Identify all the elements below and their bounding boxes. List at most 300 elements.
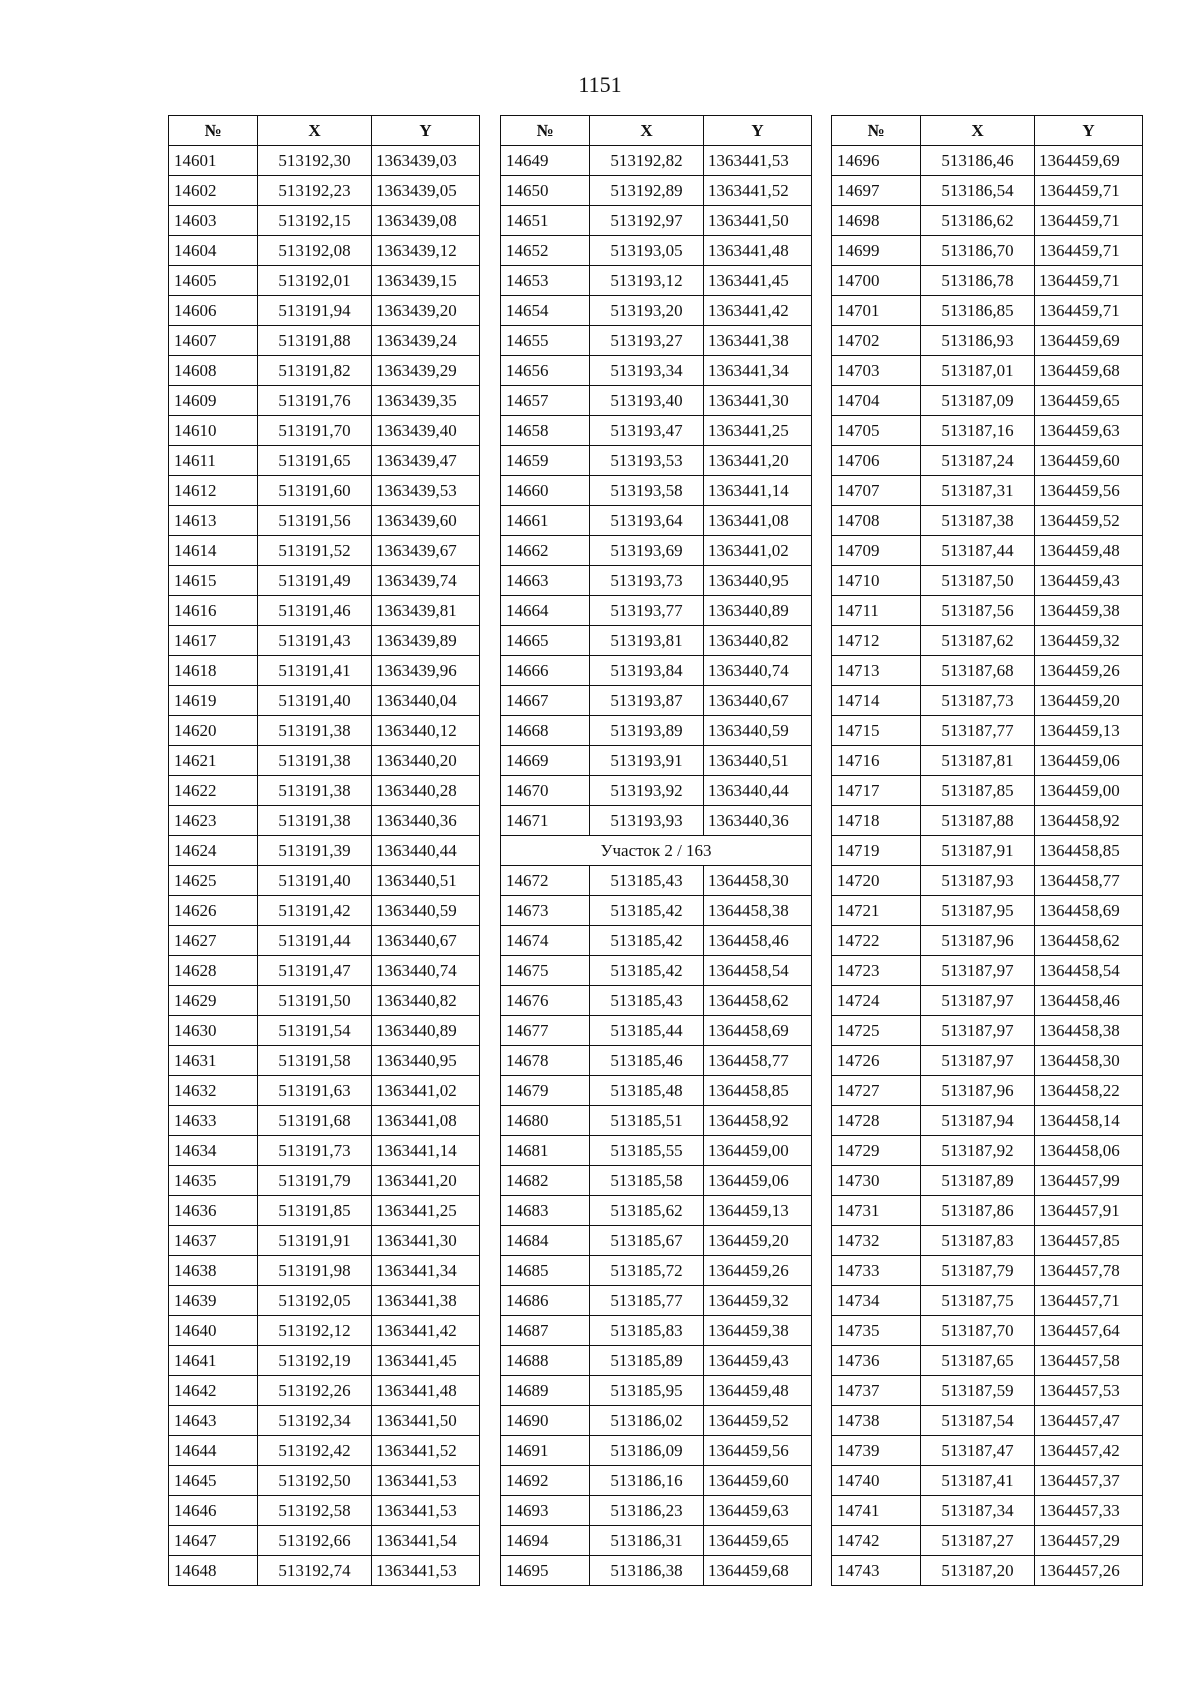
x-coordinate: 513192,74 <box>258 1556 372 1586</box>
table-row <box>501 476 812 506</box>
y-coordinate: 1363441,25 <box>704 416 812 446</box>
table-row <box>501 866 812 896</box>
x-coordinate: 513187,91 <box>921 836 1035 866</box>
table-row <box>832 206 1143 236</box>
table-row <box>501 596 812 626</box>
header-x: X <box>921 116 1035 146</box>
table-row <box>832 1496 1143 1526</box>
point-number: 14717 <box>832 776 921 806</box>
y-coordinate: 1364459,38 <box>704 1316 812 1346</box>
point-number: 14625 <box>169 866 258 896</box>
point-number: 14691 <box>501 1436 590 1466</box>
table-row <box>832 266 1143 296</box>
y-coordinate: 1364459,26 <box>704 1256 812 1286</box>
point-number: 14671 <box>501 806 590 836</box>
y-coordinate: 1363439,74 <box>372 566 480 596</box>
x-coordinate: 513192,01 <box>258 266 372 296</box>
point-number: 14613 <box>169 506 258 536</box>
y-coordinate: 1364459,71 <box>1035 236 1143 266</box>
table-row <box>501 1526 812 1556</box>
x-coordinate: 513191,94 <box>258 296 372 326</box>
y-coordinate: 1363440,59 <box>372 896 480 926</box>
point-number: 14633 <box>169 1106 258 1136</box>
x-coordinate: 513187,27 <box>921 1526 1035 1556</box>
y-coordinate: 1363439,60 <box>372 506 480 536</box>
point-number: 14666 <box>501 656 590 686</box>
point-number: 14638 <box>169 1256 258 1286</box>
y-coordinate: 1363441,45 <box>372 1346 480 1376</box>
y-coordinate: 1364458,30 <box>704 866 812 896</box>
y-coordinate: 1363439,03 <box>372 146 480 176</box>
y-coordinate: 1363441,53 <box>372 1556 480 1586</box>
point-number: 14648 <box>169 1556 258 1586</box>
coordinates-table-3 <box>831 115 1143 1586</box>
point-number: 14642 <box>169 1376 258 1406</box>
header-y: Y <box>704 116 812 146</box>
x-coordinate: 513187,41 <box>921 1466 1035 1496</box>
y-coordinate: 1364458,06 <box>1035 1136 1143 1166</box>
point-number: 14734 <box>832 1286 921 1316</box>
table-row <box>832 236 1143 266</box>
table-row <box>169 566 480 596</box>
x-coordinate: 513187,54 <box>921 1406 1035 1436</box>
x-coordinate: 513187,83 <box>921 1226 1035 1256</box>
y-coordinate: 1363440,36 <box>704 806 812 836</box>
point-number: 14663 <box>501 566 590 596</box>
x-coordinate: 513187,97 <box>921 986 1035 1016</box>
point-number: 14604 <box>169 236 258 266</box>
y-coordinate: 1364459,68 <box>1035 356 1143 386</box>
point-number: 14653 <box>501 266 590 296</box>
point-number: 14649 <box>501 146 590 176</box>
x-coordinate: 513187,86 <box>921 1196 1035 1226</box>
y-coordinate: 1363441,42 <box>704 296 812 326</box>
table-row <box>169 716 480 746</box>
y-coordinate: 1364459,69 <box>1035 326 1143 356</box>
table-row <box>832 1046 1143 1076</box>
table-row <box>832 926 1143 956</box>
y-coordinate: 1363440,51 <box>704 746 812 776</box>
point-number: 14736 <box>832 1346 921 1376</box>
table-row <box>169 896 480 926</box>
x-coordinate: 513193,93 <box>590 806 704 836</box>
table-row <box>501 356 812 386</box>
y-coordinate: 1363441,52 <box>704 176 812 206</box>
point-number: 14634 <box>169 1136 258 1166</box>
x-coordinate: 513186,85 <box>921 296 1035 326</box>
point-number: 14660 <box>501 476 590 506</box>
table-row <box>169 956 480 986</box>
point-number: 14603 <box>169 206 258 236</box>
y-coordinate: 1363439,05 <box>372 176 480 206</box>
table-row <box>501 236 812 266</box>
x-coordinate: 513191,70 <box>258 416 372 446</box>
table-row <box>832 836 1143 866</box>
y-coordinate: 1363440,82 <box>372 986 480 1016</box>
x-coordinate: 513192,34 <box>258 1406 372 1436</box>
table-row <box>169 176 480 206</box>
point-number: 14669 <box>501 746 590 776</box>
table-row <box>501 1556 812 1586</box>
point-number: 14615 <box>169 566 258 596</box>
x-coordinate: 513191,76 <box>258 386 372 416</box>
table-row <box>501 176 812 206</box>
x-coordinate: 513192,58 <box>258 1496 372 1526</box>
y-coordinate: 1364459,38 <box>1035 596 1143 626</box>
table-row <box>832 1076 1143 1106</box>
point-number: 14659 <box>501 446 590 476</box>
header-row <box>169 116 480 146</box>
table-row <box>501 1286 812 1316</box>
x-coordinate: 513191,91 <box>258 1226 372 1256</box>
table-row <box>832 716 1143 746</box>
table-row <box>832 656 1143 686</box>
table-row <box>501 1106 812 1136</box>
x-coordinate: 513186,23 <box>590 1496 704 1526</box>
point-number: 14741 <box>832 1496 921 1526</box>
header-y: Y <box>372 116 480 146</box>
x-coordinate: 513187,85 <box>921 776 1035 806</box>
y-coordinate: 1363440,12 <box>372 716 480 746</box>
y-coordinate: 1363441,02 <box>372 1076 480 1106</box>
y-coordinate: 1364457,64 <box>1035 1316 1143 1346</box>
x-coordinate: 513185,42 <box>590 956 704 986</box>
y-coordinate: 1363440,44 <box>704 776 812 806</box>
y-coordinate: 1364459,20 <box>1035 686 1143 716</box>
section-row <box>501 836 812 866</box>
x-coordinate: 513187,34 <box>921 1496 1035 1526</box>
x-coordinate: 513191,54 <box>258 1016 372 1046</box>
point-number: 14722 <box>832 926 921 956</box>
x-coordinate: 513186,09 <box>590 1436 704 1466</box>
point-number: 14687 <box>501 1316 590 1346</box>
table-row <box>169 446 480 476</box>
point-number: 14664 <box>501 596 590 626</box>
point-number: 14656 <box>501 356 590 386</box>
table-row <box>832 416 1143 446</box>
point-number: 14715 <box>832 716 921 746</box>
x-coordinate: 513191,43 <box>258 626 372 656</box>
point-number: 14607 <box>169 326 258 356</box>
x-coordinate: 513185,67 <box>590 1226 704 1256</box>
x-coordinate: 513192,15 <box>258 206 372 236</box>
table-row <box>501 296 812 326</box>
y-coordinate: 1364459,60 <box>704 1466 812 1496</box>
table-row <box>501 1016 812 1046</box>
table-row <box>169 1076 480 1106</box>
table-row <box>501 746 812 776</box>
y-coordinate: 1364458,92 <box>704 1106 812 1136</box>
table-row <box>169 596 480 626</box>
point-number: 14626 <box>169 896 258 926</box>
y-coordinate: 1364459,71 <box>1035 206 1143 236</box>
point-number: 14719 <box>832 836 921 866</box>
table-row <box>832 536 1143 566</box>
table-row <box>501 326 812 356</box>
table-row <box>169 1226 480 1256</box>
point-number: 14621 <box>169 746 258 776</box>
point-number: 14631 <box>169 1046 258 1076</box>
table-row <box>832 566 1143 596</box>
x-coordinate: 513185,42 <box>590 896 704 926</box>
table-row <box>169 356 480 386</box>
y-coordinate: 1364459,68 <box>704 1556 812 1586</box>
table-row <box>169 326 480 356</box>
y-coordinate: 1364457,53 <box>1035 1376 1143 1406</box>
table-row <box>501 566 812 596</box>
y-coordinate: 1363440,04 <box>372 686 480 716</box>
point-number: 14624 <box>169 836 258 866</box>
table-row <box>832 476 1143 506</box>
point-number: 14697 <box>832 176 921 206</box>
x-coordinate: 513187,79 <box>921 1256 1035 1286</box>
y-coordinate: 1363440,89 <box>704 596 812 626</box>
y-coordinate: 1363439,47 <box>372 446 480 476</box>
x-coordinate: 513193,92 <box>590 776 704 806</box>
point-number: 14661 <box>501 506 590 536</box>
y-coordinate: 1364457,26 <box>1035 1556 1143 1586</box>
x-coordinate: 513187,73 <box>921 686 1035 716</box>
x-coordinate: 513191,88 <box>258 326 372 356</box>
point-number: 14610 <box>169 416 258 446</box>
y-coordinate: 1363440,67 <box>372 926 480 956</box>
point-number: 14612 <box>169 476 258 506</box>
x-coordinate: 513187,97 <box>921 956 1035 986</box>
y-coordinate: 1364457,33 <box>1035 1496 1143 1526</box>
point-number: 14716 <box>832 746 921 776</box>
y-coordinate: 1363439,96 <box>372 656 480 686</box>
y-coordinate: 1363439,81 <box>372 596 480 626</box>
y-coordinate: 1363441,42 <box>372 1316 480 1346</box>
y-coordinate: 1363441,38 <box>372 1286 480 1316</box>
table-row <box>169 506 480 536</box>
y-coordinate: 1364459,65 <box>1035 386 1143 416</box>
y-coordinate: 1364458,46 <box>1035 986 1143 1016</box>
x-coordinate: 513193,64 <box>590 506 704 536</box>
x-coordinate: 513187,38 <box>921 506 1035 536</box>
x-coordinate: 513187,89 <box>921 1166 1035 1196</box>
x-coordinate: 513192,42 <box>258 1436 372 1466</box>
header-num: № <box>169 116 258 146</box>
y-coordinate: 1363440,59 <box>704 716 812 746</box>
point-number: 14737 <box>832 1376 921 1406</box>
y-coordinate: 1364457,58 <box>1035 1346 1143 1376</box>
table-row <box>832 806 1143 836</box>
point-number: 14731 <box>832 1196 921 1226</box>
x-coordinate: 513187,01 <box>921 356 1035 386</box>
table-row <box>501 656 812 686</box>
y-coordinate: 1363441,14 <box>704 476 812 506</box>
y-coordinate: 1363441,08 <box>372 1106 480 1136</box>
point-number: 14694 <box>501 1526 590 1556</box>
x-coordinate: 513192,08 <box>258 236 372 266</box>
header-y: Y <box>1035 116 1143 146</box>
point-number: 14616 <box>169 596 258 626</box>
table-row <box>169 806 480 836</box>
point-number: 14732 <box>832 1226 921 1256</box>
table-row <box>832 146 1143 176</box>
y-coordinate: 1364459,32 <box>704 1286 812 1316</box>
x-coordinate: 513193,05 <box>590 236 704 266</box>
table-row <box>169 836 480 866</box>
table-row <box>169 1376 480 1406</box>
y-coordinate: 1364459,06 <box>1035 746 1143 776</box>
y-coordinate: 1364459,63 <box>704 1496 812 1526</box>
table-row <box>832 1106 1143 1136</box>
x-coordinate: 513187,68 <box>921 656 1035 686</box>
y-coordinate: 1364457,85 <box>1035 1226 1143 1256</box>
y-coordinate: 1364458,22 <box>1035 1076 1143 1106</box>
x-coordinate: 513186,02 <box>590 1406 704 1436</box>
point-number: 14711 <box>832 596 921 626</box>
y-coordinate: 1363441,53 <box>372 1466 480 1496</box>
table-row <box>169 1016 480 1046</box>
y-coordinate: 1364459,32 <box>1035 626 1143 656</box>
table-row <box>501 506 812 536</box>
x-coordinate: 513193,87 <box>590 686 704 716</box>
table-row <box>169 1346 480 1376</box>
point-number: 14644 <box>169 1436 258 1466</box>
point-number: 14685 <box>501 1256 590 1286</box>
y-coordinate: 1363440,36 <box>372 806 480 836</box>
x-coordinate: 513193,58 <box>590 476 704 506</box>
y-coordinate: 1363439,12 <box>372 236 480 266</box>
y-coordinate: 1363441,50 <box>704 206 812 236</box>
x-coordinate: 513191,38 <box>258 806 372 836</box>
y-coordinate: 1363440,74 <box>372 956 480 986</box>
y-coordinate: 1363440,74 <box>704 656 812 686</box>
x-coordinate: 513193,34 <box>590 356 704 386</box>
table-row <box>501 686 812 716</box>
table-row <box>501 416 812 446</box>
x-coordinate: 513191,63 <box>258 1076 372 1106</box>
x-coordinate: 513185,55 <box>590 1136 704 1166</box>
y-coordinate: 1364459,26 <box>1035 656 1143 686</box>
point-number: 14733 <box>832 1256 921 1286</box>
y-coordinate: 1364458,62 <box>1035 926 1143 956</box>
y-coordinate: 1363441,30 <box>704 386 812 416</box>
x-coordinate: 513187,31 <box>921 476 1035 506</box>
point-number: 14725 <box>832 1016 921 1046</box>
point-number: 14680 <box>501 1106 590 1136</box>
x-coordinate: 513191,58 <box>258 1046 372 1076</box>
y-coordinate: 1363441,53 <box>372 1496 480 1526</box>
x-coordinate: 513187,92 <box>921 1136 1035 1166</box>
y-coordinate: 1363439,89 <box>372 626 480 656</box>
point-number: 14712 <box>832 626 921 656</box>
point-number: 14709 <box>832 536 921 566</box>
x-coordinate: 513191,85 <box>258 1196 372 1226</box>
table-row <box>832 1166 1143 1196</box>
point-number: 14606 <box>169 296 258 326</box>
x-coordinate: 513192,82 <box>590 146 704 176</box>
point-number: 14681 <box>501 1136 590 1166</box>
table-row <box>169 1046 480 1076</box>
coordinates-table-2 <box>500 115 812 1586</box>
header-num: № <box>832 116 921 146</box>
point-number: 14611 <box>169 446 258 476</box>
point-number: 14720 <box>832 866 921 896</box>
x-coordinate: 513193,89 <box>590 716 704 746</box>
point-number: 14623 <box>169 806 258 836</box>
y-coordinate: 1364458,77 <box>704 1046 812 1076</box>
x-coordinate: 513186,62 <box>921 206 1035 236</box>
table-row <box>501 806 812 836</box>
point-number: 14688 <box>501 1346 590 1376</box>
x-coordinate: 513191,47 <box>258 956 372 986</box>
table-row <box>169 926 480 956</box>
table-row <box>169 1166 480 1196</box>
x-coordinate: 513192,05 <box>258 1286 372 1316</box>
table-row <box>501 896 812 926</box>
x-coordinate: 513185,43 <box>590 986 704 1016</box>
table-row <box>832 1376 1143 1406</box>
table-row <box>832 386 1143 416</box>
table-row <box>501 266 812 296</box>
table-row <box>832 1406 1143 1436</box>
point-number: 14636 <box>169 1196 258 1226</box>
table-row <box>832 1316 1143 1346</box>
y-coordinate: 1364459,60 <box>1035 446 1143 476</box>
x-coordinate: 513185,62 <box>590 1196 704 1226</box>
y-coordinate: 1364459,52 <box>704 1406 812 1436</box>
y-coordinate: 1364457,42 <box>1035 1436 1143 1466</box>
x-coordinate: 513187,75 <box>921 1286 1035 1316</box>
point-number: 14643 <box>169 1406 258 1436</box>
point-number: 14710 <box>832 566 921 596</box>
table-row <box>169 476 480 506</box>
x-coordinate: 513191,42 <box>258 896 372 926</box>
point-number: 14702 <box>832 326 921 356</box>
y-coordinate: 1364458,85 <box>1035 836 1143 866</box>
point-number: 14650 <box>501 176 590 206</box>
table-row <box>832 176 1143 206</box>
x-coordinate: 513192,19 <box>258 1346 372 1376</box>
x-coordinate: 513187,70 <box>921 1316 1035 1346</box>
point-number: 14665 <box>501 626 590 656</box>
x-coordinate: 513187,97 <box>921 1016 1035 1046</box>
y-coordinate: 1363440,89 <box>372 1016 480 1046</box>
table-row <box>169 656 480 686</box>
y-coordinate: 1363441,50 <box>372 1406 480 1436</box>
x-coordinate: 513192,89 <box>590 176 704 206</box>
point-number: 14609 <box>169 386 258 416</box>
y-coordinate: 1363440,51 <box>372 866 480 896</box>
table-row <box>169 986 480 1016</box>
table-row <box>832 1436 1143 1466</box>
table-row <box>169 266 480 296</box>
y-coordinate: 1363439,67 <box>372 536 480 566</box>
point-number: 14700 <box>832 266 921 296</box>
x-coordinate: 513186,70 <box>921 236 1035 266</box>
point-number: 14605 <box>169 266 258 296</box>
x-coordinate: 513191,49 <box>258 566 372 596</box>
y-coordinate: 1364458,92 <box>1035 806 1143 836</box>
x-coordinate: 513187,93 <box>921 866 1035 896</box>
x-coordinate: 513193,84 <box>590 656 704 686</box>
table-row <box>501 1436 812 1466</box>
point-number: 14658 <box>501 416 590 446</box>
table-row <box>832 746 1143 776</box>
x-coordinate: 513192,12 <box>258 1316 372 1346</box>
page-number: 1151 <box>578 72 622 97</box>
y-coordinate: 1364459,71 <box>1035 266 1143 296</box>
x-coordinate: 513192,23 <box>258 176 372 206</box>
x-coordinate: 513191,46 <box>258 596 372 626</box>
y-coordinate: 1364459,63 <box>1035 416 1143 446</box>
point-number: 14651 <box>501 206 590 236</box>
point-number: 14602 <box>169 176 258 206</box>
